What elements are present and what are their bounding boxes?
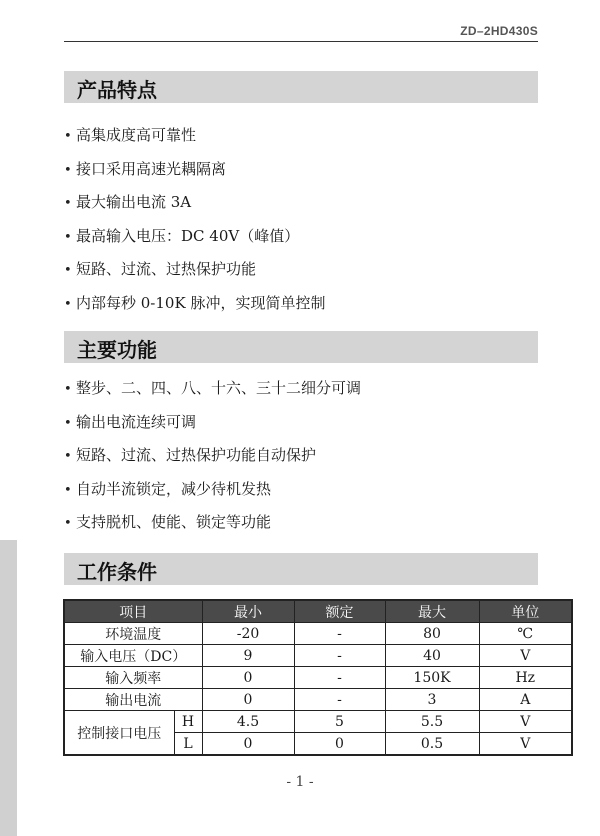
functions-list: [64, 378, 361, 546]
cell-min: 0: [202, 667, 294, 689]
section-features-title: 产品特点: [77, 78, 157, 102]
table-row: [64, 667, 572, 689]
cell-item: 输入电压（DC）: [64, 645, 202, 667]
list-item: [64, 445, 361, 479]
list-item: [64, 226, 325, 260]
list-item: [64, 125, 325, 159]
table-row: [64, 689, 572, 711]
page-number: - 1 -: [286, 774, 314, 790]
list-item: [64, 412, 361, 446]
features-list: [64, 125, 325, 327]
bullet-dot: •: [64, 449, 72, 465]
cell-level: H: [174, 711, 202, 733]
table-header-row: [64, 600, 572, 623]
list-item-text: 自动半流锁定，减少待机发热: [76, 479, 272, 498]
column-header-rated: 额定: [294, 600, 385, 623]
bullet-dot: •: [64, 482, 72, 498]
table-row: [64, 711, 572, 733]
cell-unit: V: [479, 711, 572, 733]
section-functions-title: 主要功能: [77, 338, 157, 362]
list-item-text: 整步、二、四、八、十六、三十二细分可调: [76, 379, 362, 397]
cell-rated: 5: [294, 711, 385, 733]
cell-unit: Hz: [479, 667, 572, 689]
column-header-item: 项目: [64, 600, 202, 623]
operating-conditions-table: [63, 599, 573, 756]
cell-item: 控制接口电压: [64, 711, 174, 756]
bullet-dot: •: [64, 382, 72, 397]
list-item: [64, 159, 325, 193]
cell-unit: A: [479, 689, 572, 711]
list-item-text: 短路、过流、过热保护功能: [76, 260, 257, 279]
cell-max: 40: [385, 645, 479, 667]
cell-rated: -: [294, 689, 385, 711]
bullet-dot: •: [64, 263, 72, 279]
table-row: [64, 623, 572, 645]
model-number: ZD–2HD430S: [460, 24, 538, 38]
table-row: [64, 645, 572, 667]
list-item-text: 高集成度高可靠性: [76, 126, 197, 144]
cell-max: 0.5: [385, 733, 479, 756]
section-functions-bar: [64, 331, 538, 363]
bullet-dot: •: [64, 229, 72, 245]
cell-max: 3: [385, 689, 479, 711]
bullet-dot: •: [64, 296, 72, 312]
list-item-text: 最高输入电压：DC 40V（峰值）: [76, 226, 300, 245]
bullet-dot: •: [64, 415, 72, 431]
list-item-text: 内部每秒 0-10K 脉冲，实现简单控制: [76, 293, 326, 312]
cell-min: 0: [202, 733, 294, 756]
list-item-text: 输出电流连续可调: [76, 412, 197, 431]
list-item: [64, 512, 361, 546]
cell-min: -20: [202, 623, 294, 645]
column-header-min: 最小: [202, 600, 294, 623]
bullet-dot: •: [64, 162, 72, 178]
cell-max: 5.5: [385, 711, 479, 733]
section-conditions-bar: [64, 553, 538, 585]
cell-rated: -: [294, 645, 385, 667]
section-conditions-title: 工作条件: [77, 560, 157, 584]
cell-rated: -: [294, 623, 385, 645]
cell-unit: ℃: [479, 623, 572, 645]
cell-item: 环境温度: [64, 623, 202, 645]
cell-unit: V: [479, 645, 572, 667]
list-item-text: 短路、过流、过热保护功能自动保护: [76, 446, 317, 465]
cell-max: 80: [385, 623, 479, 645]
bullet-dot: •: [64, 196, 72, 212]
list-item-text: 最大输出电流 3A: [76, 193, 192, 212]
cell-max: 150K: [385, 667, 479, 689]
cell-item: 输入频率: [64, 667, 202, 689]
bullet-dot: •: [64, 129, 72, 144]
list-item-text: 接口采用高速光耦隔离: [76, 159, 227, 178]
cell-item: 输出电流: [64, 689, 202, 711]
bullet-dot: •: [64, 516, 72, 532]
column-header-unit: 单位: [479, 600, 572, 623]
list-item-text: 支持脱机、使能、锁定等功能: [76, 513, 272, 532]
side-tab: [0, 540, 17, 836]
list-item: [64, 259, 325, 293]
cell-min: 0: [202, 689, 294, 711]
section-features-bar: [64, 71, 538, 103]
cell-rated: 0: [294, 733, 385, 756]
cell-min: 9: [202, 645, 294, 667]
header-rule: [64, 41, 538, 42]
cell-unit: V: [479, 733, 572, 756]
list-item: [64, 192, 325, 226]
cell-min: 4.5: [202, 711, 294, 733]
cell-rated: -: [294, 667, 385, 689]
list-item: [64, 378, 361, 412]
cell-level: L: [174, 733, 202, 756]
list-item: [64, 293, 325, 327]
column-header-max: 最大: [385, 600, 479, 623]
list-item: [64, 479, 361, 513]
